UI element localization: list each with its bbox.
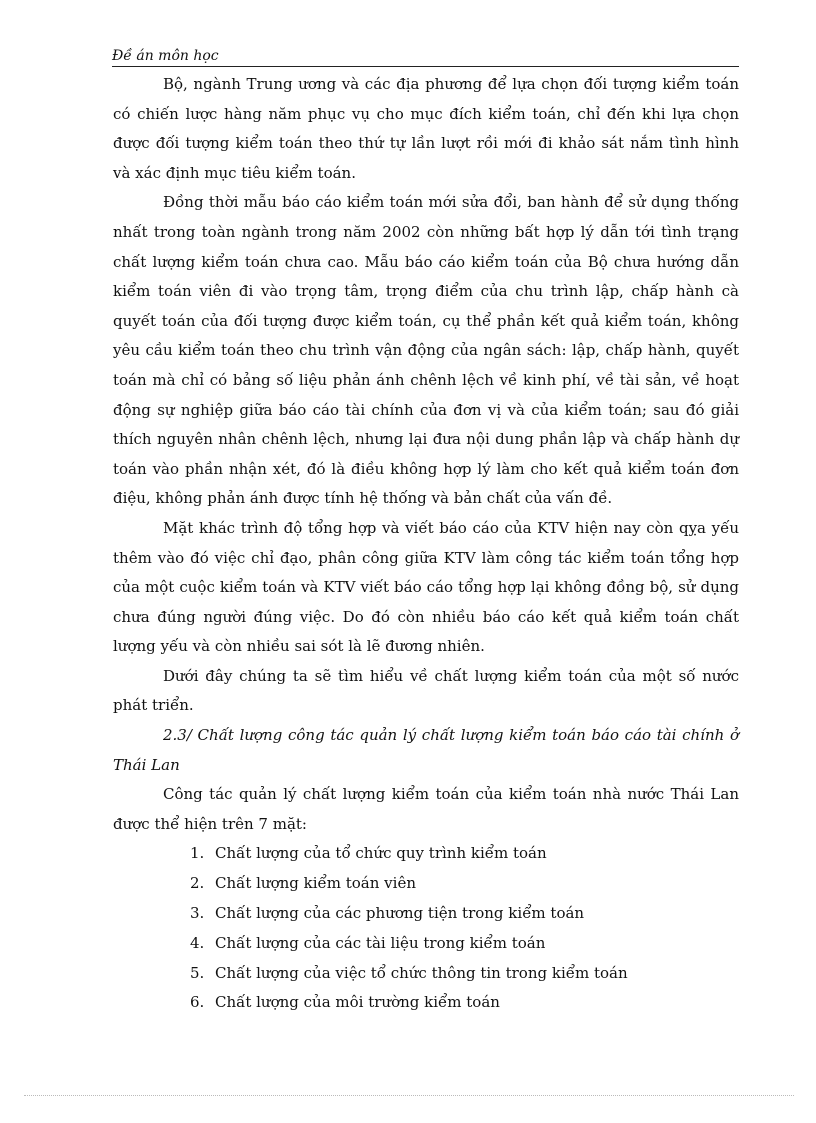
document-body (113, 70, 739, 1018)
list-number: 6. (190, 993, 205, 1012)
paragraph-3: Mặt khác trình độ tổng hợp và viết báo cáo của KTV hiện nay còn qỵa yếu thêm vào đó việc chỉ đạo, phân công giữa KTV làm công tác kiểm toán tổng hợp của một cuộc kiểm toán và KTV viết báo cáo tổng hợp lại không đồng bộ, sử dụng chưa đúng người đúng việc. Do đó còn nhiều báo cáo kết quả kiểm toán chất lượng yếu và còn nhiều sai sót là lẽ đương nhiên. (113, 518, 739, 656)
list-number: 1. (190, 844, 205, 863)
page-header: Đề án môn học (112, 46, 739, 67)
list-item (113, 988, 739, 1018)
list-item (113, 959, 739, 989)
list-text: Chất lượng của các tài liệu trong kiểm toán (215, 933, 546, 952)
list-item (113, 869, 739, 899)
list-text: Chất lượng của việc tổ chức thông tin trong kiểm toán (215, 963, 628, 982)
paragraph-5: Công tác quản lý chất lượng kiểm toán của kiểm toán nhà nước Thái Lan được thể hiện trên 7 mặt: (113, 785, 739, 833)
quality-aspects-list (113, 839, 739, 1018)
paragraph-1: Bộ, ngành Trung ương và các địa phương để lựa chọn đối tượng kiểm toán có chiến lược hàng năm phục vụ cho mục đích kiểm toán, chỉ đến khi lựa chọn được đối tượng kiểm toán theo thứ tự lần lượt rồi mới đi khảo sát nắm tình hình và xác định mục tiêu kiểm toán. (113, 75, 739, 182)
list-text: Chất lượng của các phương tiện trong kiểm toán (215, 904, 585, 923)
list-item (113, 839, 739, 869)
footer-divider (24, 1095, 794, 1096)
list-text: Chất lượng kiểm toán viên (215, 874, 416, 893)
list-number: 5. (190, 963, 205, 982)
list-item (113, 929, 739, 959)
section-heading: 2.3/ Chất lượng công tác quản lý chất lượng kiểm toán báo cáo tài chính ở Thái Lan (113, 726, 739, 774)
paragraph-2: Đồng thời mẫu báo cáo kiểm toán mới sửa đổi, ban hành để sử dụng thống nhất trong toàn ngành trong năm 2002 còn những bất hợp lý dẫn tới tình trạng chất lượng kiểm toán chưa cao. Mẫu báo cáo kiểm toán của Bộ chưa hướng dẫn kiểm toán viên đi vào trọng tâm, trọng điểm của chu trình lập, chấp hành cà quyết toán của đối tượng được kiểm toán, cụ thể phần kết quả kiểm toán, không yêu cầu kiểm toán theo chu trình vận động của ngân sách: lập, chấp hành, quyết toán mà chỉ có bảng số liệu phản ánh chênh lệch về kinh phí, về tài sản, về hoạt động sự nghiệp giữa báo cáo tài chính của đơn vị và của kiểm toán; sau đó giải thích nguyên nhân chênh lệch, nhưng lại đưa nội dung phần lập và chấp hành dự toán vào phần nhận xét, đó là điều không hợp lý làm cho kết quả kiểm toán đơn điệu, không phản ánh được tính hệ thống và bản chất của vấn đề. (113, 193, 739, 508)
list-number: 2. (190, 874, 205, 893)
list-text: Chất lượng của môi trường kiểm toán (215, 993, 500, 1012)
paragraph-4: Dưới đây chúng ta sẽ tìm hiểu về chất lượng kiểm toán của một số nước phát triển. (113, 666, 739, 715)
list-text: Chất lượng của tổ chức quy trình kiểm toán (215, 844, 547, 863)
list-item (113, 899, 739, 929)
list-number: 3. (190, 904, 205, 923)
list-number: 4. (190, 933, 205, 952)
